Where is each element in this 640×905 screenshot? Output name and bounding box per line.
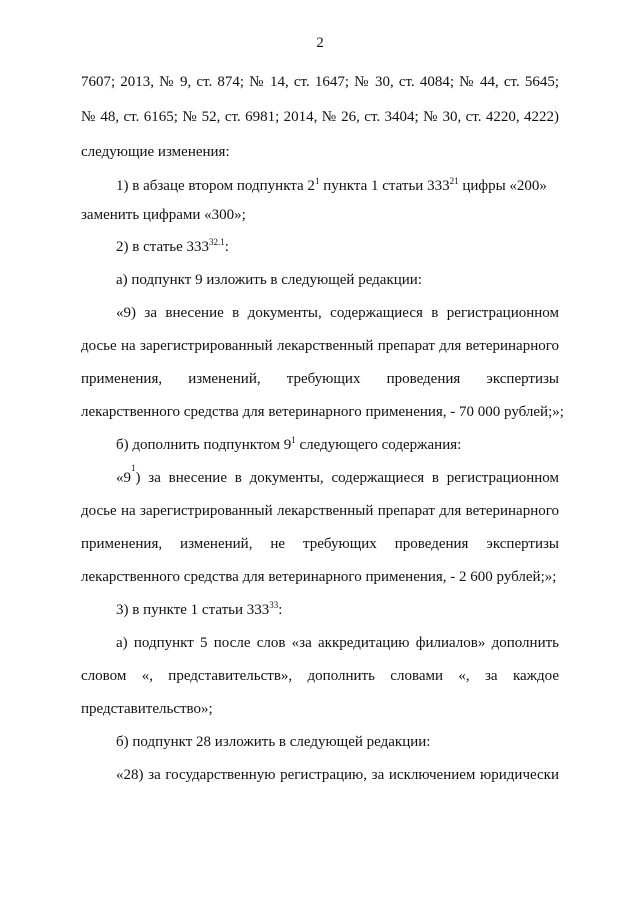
text-line: а) подпункт 9 изложить в следующей редакции: [116, 272, 422, 288]
text-line [116, 435, 594, 455]
text-fragment: «9 [116, 470, 131, 486]
text-line [116, 237, 594, 257]
text-fragment: : [224, 239, 229, 255]
text-fragment: пункта 1 статьи 333 [319, 178, 450, 194]
text-line: досье на зарегистрированный лекарственный препарат для ветеринарного [81, 503, 559, 519]
text-fragment: 3) в пункте 1 статьи 333 [116, 602, 270, 618]
text-fragment: 2) в статье 333 [116, 239, 210, 255]
text-line: лекарственного средства для ветеринарного применения, - 70 000 рублей;»; [81, 404, 564, 420]
text-fragment: ) за внесение в документы, содержащиеся в регистрационном [135, 470, 559, 486]
text-line: досье на зарегистрированный лекарственный препарат для ветеринарного [81, 338, 559, 354]
text-fragment: : [278, 602, 283, 618]
text-line: № 48, ст. 6165; № 52, ст. 6981; 2014, № 26, ст. 3404; № 30, ст. 4220, 4222) [81, 109, 559, 125]
text-line [116, 600, 594, 620]
superscript: 32.1 [209, 237, 225, 247]
page-number: 2 [316, 35, 324, 51]
text-line: 7607; 2013, № 9, ст. 874; № 14, ст. 1647; № 30, ст. 4084; № 44, ст. 5645; [81, 74, 559, 90]
text-line: заменить цифрами «300»; [81, 207, 246, 223]
text-line: словом «, представительств», дополнить словами «, за каждое [81, 668, 559, 684]
text-line: представительство»; [81, 701, 213, 717]
text-line [116, 463, 559, 488]
superscript: 1 [314, 176, 320, 186]
text-line: б) подпункт 28 изложить в следующей редакции: [116, 734, 431, 750]
superscript: 21 [449, 176, 459, 186]
text-line: применения, изменений, не требующих проведения экспертизы [81, 536, 559, 552]
superscript: 1 [131, 463, 136, 473]
text-line [116, 176, 594, 196]
text-fragment: б) дополнить подпунктом 9 [116, 437, 292, 453]
superscript: 1 [291, 435, 296, 445]
text-line: «9) за внесение в документы, содержащиеся в регистрационном [116, 305, 559, 321]
text-line: лекарственного средства для ветеринарного применения, - 2 600 рублей;»; [81, 569, 557, 585]
text-fragment: цифры «200» [458, 178, 547, 194]
text-line: «28) за государственную регистрацию, за исключением юридически [116, 767, 559, 783]
text-line: применения, изменений, требующих проведения экспертизы [81, 371, 559, 387]
text-line: следующие изменения: [81, 144, 230, 160]
text-line: а) подпункт 5 после слов «за аккредитацию филиалов» дополнить [116, 635, 559, 651]
text-fragment: 1) в абзаце втором подпункта 2 [116, 178, 315, 194]
superscript: 33 [269, 600, 279, 610]
text-fragment: следующего содержания: [295, 437, 462, 453]
